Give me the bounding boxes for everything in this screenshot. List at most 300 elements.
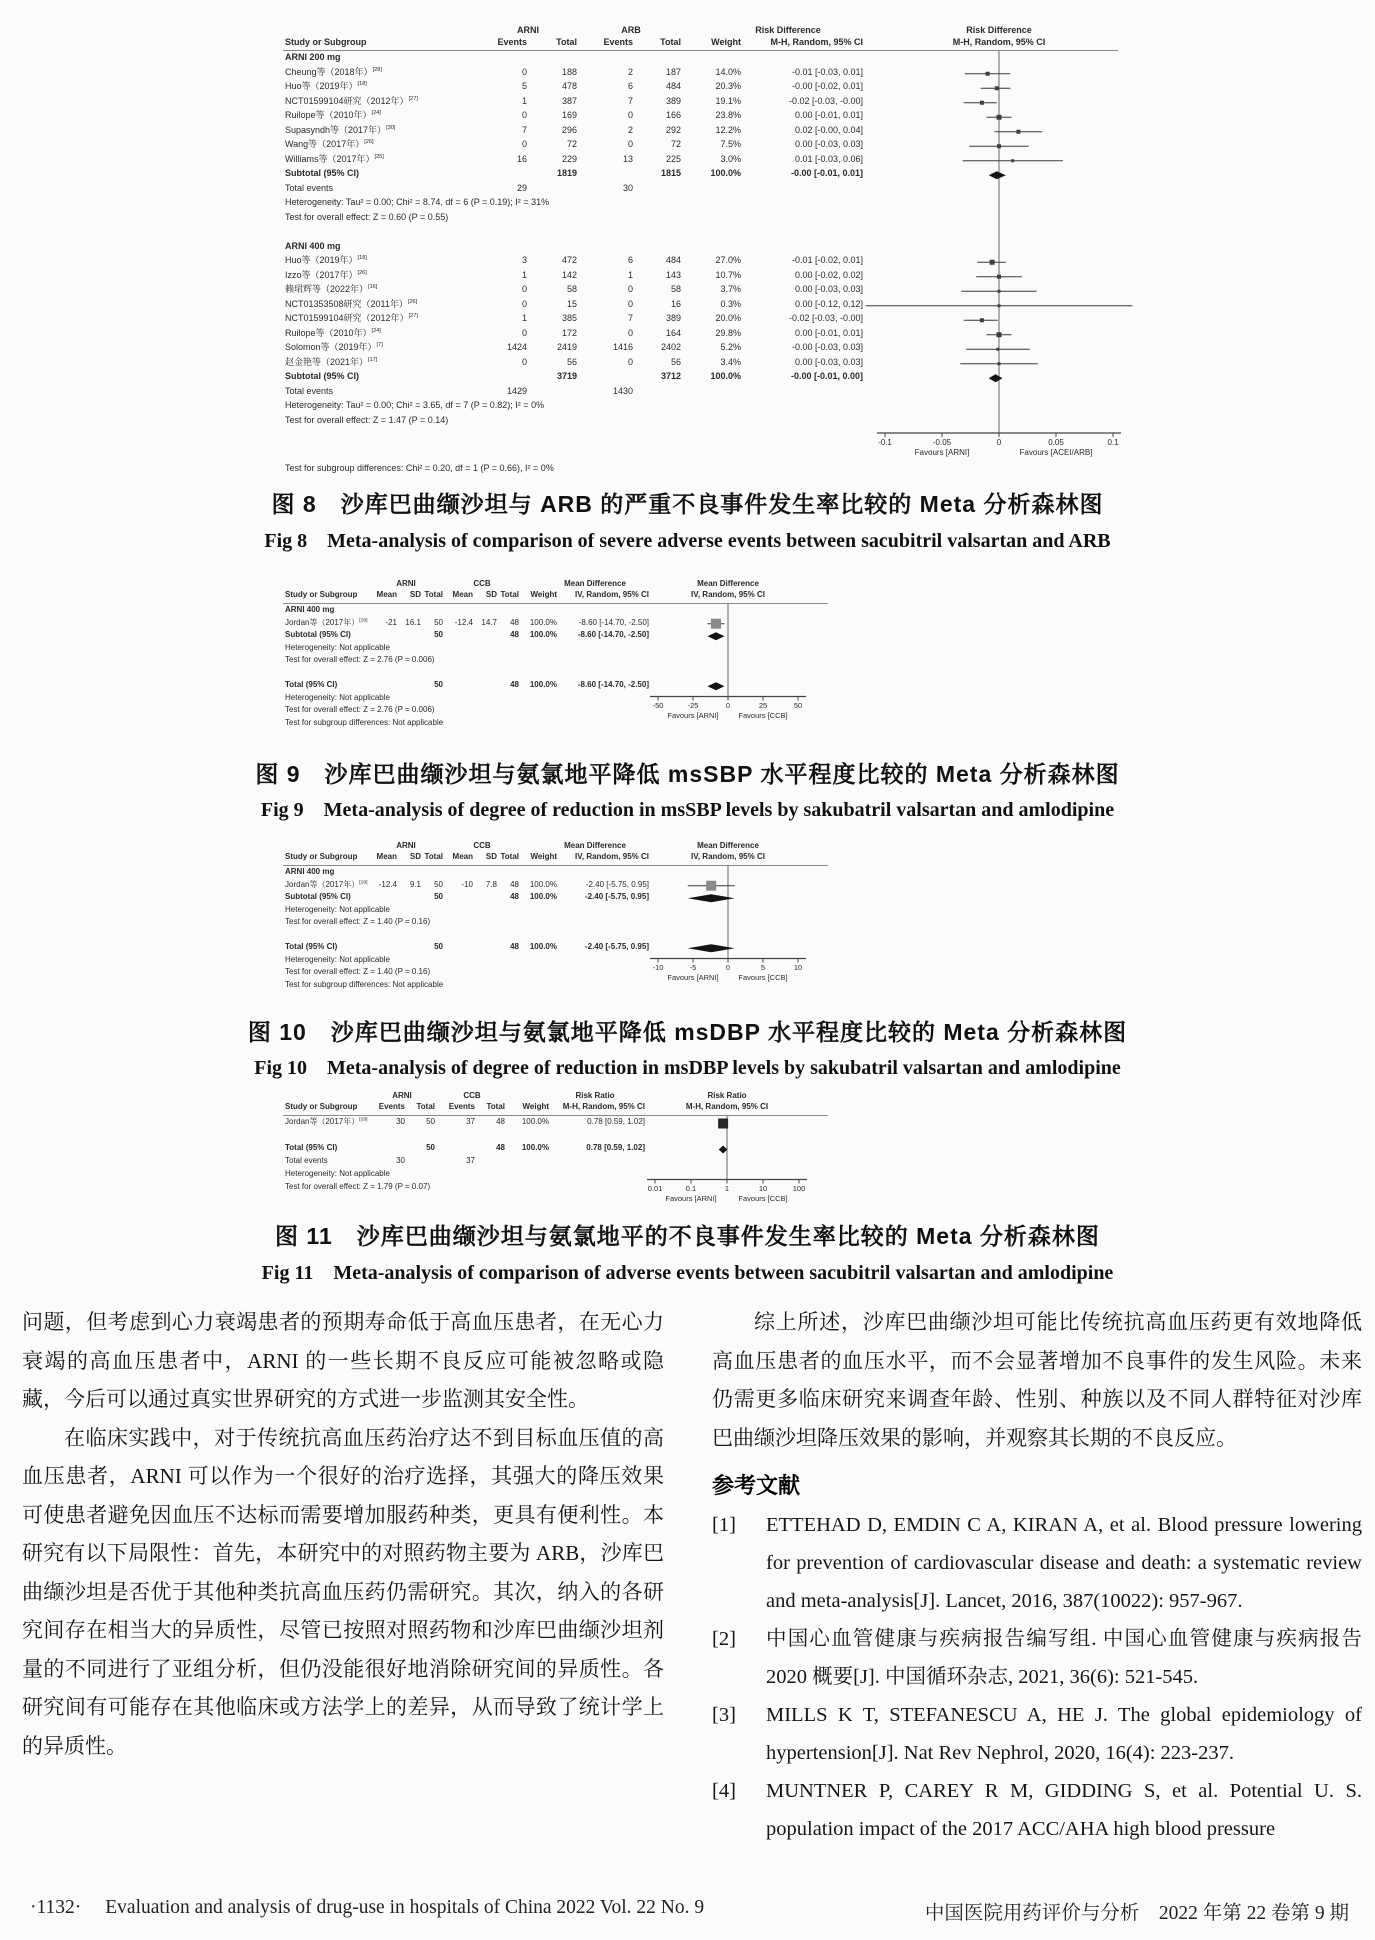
fp-col-header: M-H, Random, 95% CI xyxy=(562,1102,645,1111)
fp-col-header: Total xyxy=(416,1102,435,1111)
fp-row-label: Total events xyxy=(285,182,334,193)
fp-header-rule xyxy=(283,50,1118,51)
fp-ci-text: 0.00 [-0.01, 0.01] xyxy=(794,327,863,338)
fp-group-header: CCB xyxy=(463,1091,481,1100)
fp-cell: 12.2% xyxy=(715,124,741,135)
fp-cell: 50 xyxy=(426,1143,435,1152)
fp-cell: 2402 xyxy=(660,342,681,352)
fp-col-header: Mean xyxy=(452,590,473,599)
fp-col-header: Study or Subgroup xyxy=(285,37,367,47)
fp-row-label: ARNI 200 mg xyxy=(285,52,341,62)
fp-row-label: 赵金艳等（2021年）[17] xyxy=(285,356,378,367)
reference-number: [2] xyxy=(712,1628,736,1650)
fp-cell: 100.0% xyxy=(529,617,557,627)
fig10-forest-plot xyxy=(283,840,828,1012)
fp-group-header: Mean Difference xyxy=(697,841,759,850)
fp-cell: 0 xyxy=(521,284,527,294)
fp-row-label: Supasyndh等（2017年）[30] xyxy=(285,124,396,135)
fp-header-rule xyxy=(283,865,828,866)
fp-cell: 30 xyxy=(396,1156,405,1165)
fp-ci-text: -0.02 [-0.03, -0.00] xyxy=(788,313,863,323)
fp-cell: 16.1 xyxy=(405,617,421,627)
fp-row-label: ARNI 400 mg xyxy=(285,605,335,614)
fp-ci-text: 0.78 [0.59, 1.02] xyxy=(587,1117,645,1126)
fp-cell: 48 xyxy=(510,630,519,639)
fp-cell: 48 xyxy=(510,892,519,901)
fp-col-header: Total xyxy=(424,852,443,861)
fp-cell: 100.0% xyxy=(521,1143,549,1152)
fp-header-rule xyxy=(283,603,828,604)
fp-group-header: ARNI xyxy=(396,841,416,850)
fp-col-header: IV, Random, 95% CI xyxy=(691,852,765,861)
fp-cell: 1815 xyxy=(660,168,681,178)
fp-col-header: Study or Subgroup xyxy=(285,590,358,599)
fp-row-label: Heterogeneity: Not applicable xyxy=(285,904,390,914)
fp-cell: 389 xyxy=(665,95,681,106)
fp-cell: 58 xyxy=(670,284,681,294)
fp-ci-text: -2.40 [-5.75, 0.95] xyxy=(585,879,649,889)
fp-cell: 0 xyxy=(627,356,633,367)
paragraph-conclusion: 综上所述，沙库巴曲缬沙坦可能比传统抗高血压药更有效地降低高血压患者的血压水平，而不会显著增加不良事件的发生风险。未来仍需更多临床研究来调查年龄、性别、种族以及不同人群特征对沙库巴曲缬沙坦降压效果的影响，并观察其长期的不良反应。 xyxy=(712,1310,1362,1450)
fp-ci-text: -0.00 [-0.01, 0.00] xyxy=(790,371,863,381)
fp-axis-tick: 0.01 xyxy=(647,1183,663,1193)
fp-group-header: Mean Difference xyxy=(564,579,626,588)
fp-ci-text: -0.00 [-0.01, 0.01] xyxy=(790,168,863,178)
fp-ci-text: -8.60 [-14.70, -2.50] xyxy=(577,630,649,639)
fp-row-label: Solomon等（2019年）[7] xyxy=(285,342,383,352)
fp-col-header: Total xyxy=(424,590,443,599)
fig8-caption-zh: 图 8 沙库巴曲缬沙坦与 ARB 的严重不良事件发生率比较的 Meta 分析森林图 xyxy=(271,491,1104,517)
fp-cell: 5.2% xyxy=(720,342,741,352)
fp-cell: 0 xyxy=(627,139,633,149)
fp-cell: 27.0% xyxy=(715,255,741,265)
fp-col-header: Total xyxy=(556,37,577,47)
fp-axis-tick: 0 xyxy=(725,700,731,710)
fp-row-label: Huo等（2019年）[18] xyxy=(285,81,367,91)
fp-group-header: Risk Difference xyxy=(755,25,821,35)
fp-cell: 229 xyxy=(561,153,577,164)
fp-row-label: Total (95% CI) xyxy=(285,942,338,951)
fp-axis-tick: -25 xyxy=(687,700,699,710)
fp-row-label: Jordan等（2017年）[29] xyxy=(285,1117,368,1126)
fp-cell: 1416 xyxy=(612,342,633,352)
fp-cell: 387 xyxy=(561,95,577,106)
fp-row-label: 赖珺辉等（2022年）[16] xyxy=(285,284,378,294)
fp-cell: 1819 xyxy=(556,168,577,178)
fp-cell: 166 xyxy=(665,110,681,120)
fp-axis-tick: 0 xyxy=(996,438,1002,447)
reference-item xyxy=(712,1772,1362,1848)
fp-cell: 0 xyxy=(627,327,633,338)
fp-row-label: Subtotal (95% CI) xyxy=(285,630,351,639)
fp-cell: 72 xyxy=(566,139,577,149)
fp-row-label: Subtotal (95% CI) xyxy=(285,371,360,381)
fp-row-label: Total (95% CI) xyxy=(285,1143,338,1152)
reference-number: [4] xyxy=(712,1780,736,1802)
fp-cell: 7 xyxy=(627,313,633,323)
fp-row-label: ARNI 400 mg xyxy=(285,867,335,876)
fp-col-header: IV, Random, 95% CI xyxy=(575,852,649,861)
fp-ci-text: -0.02 [-0.03, -0.00] xyxy=(788,95,863,106)
fp-row-label: Wang等（2017年）[26] xyxy=(285,139,374,149)
fp-col-header: M-H, Random, 95% CI xyxy=(685,1102,769,1111)
fp-row-label: NCT01599104研究（2012年）[27] xyxy=(285,95,418,106)
fp-cell: 100.0% xyxy=(529,879,557,889)
fp-cell: 164 xyxy=(665,327,681,338)
paragraph-continuation: 问题，但考虑到心力衰竭患者的预期寿命低于高血压患者，在无心力衰竭的高血压患者中，ARNI 的一些长期不良反应可能被忽略或隐藏，今后可以通过真实世界研究的方式进一步监测其安全性。 xyxy=(22,1310,664,1411)
fp-row-label: Total events xyxy=(285,385,334,396)
fp-cell: 50 xyxy=(434,630,443,639)
fp-row-label: Total (95% CI) xyxy=(285,680,338,689)
fp-row-label: Test for overall effect: Z = 1.40 (P = 0.16) xyxy=(285,917,431,926)
fp-cell: 0 xyxy=(627,298,633,309)
fp-row-label: Test for subgroup differences: Not applicable xyxy=(285,717,444,727)
fp-axis-tick: 10 xyxy=(793,962,803,972)
fp-row-label: Test for overall effect: Z = 0.60 (P = 0.55) xyxy=(285,211,449,222)
fp-cell: 100.0% xyxy=(521,1117,549,1126)
fp-cell: 292 xyxy=(665,124,681,135)
fp-row-label: Ruilope等（2010年）[24] xyxy=(285,327,381,338)
fp-cell: 3 xyxy=(521,255,527,265)
fp-favours-left: Favours [ARNI] xyxy=(667,972,719,982)
fp-group-header: Risk Ratio xyxy=(575,1091,615,1100)
fp-cell: 48 xyxy=(510,617,519,627)
fp-cell: 0 xyxy=(521,298,527,309)
journal-title-zh: 中国医院用药评价与分析 2022 年第 22 卷第 9 期 xyxy=(924,1903,1349,1924)
fp-cell: 0 xyxy=(521,327,527,338)
fp-row-label: Cheung等（2018年）[28] xyxy=(285,66,382,77)
fp-axis-tick: -10 xyxy=(652,962,664,972)
fp-ci-text: 0.00 [-0.12, 0.12] xyxy=(794,298,863,309)
fp-cell: 6 xyxy=(627,81,633,91)
fp-ci-text: 0.00 [-0.02, 0.02] xyxy=(794,269,863,280)
fp-group-header: Mean Difference xyxy=(697,579,759,588)
fp-cell: 29 xyxy=(516,182,527,193)
fp-col-header: SD xyxy=(485,590,497,599)
fp-cell: 100.0% xyxy=(710,168,741,178)
fp-col-header: SD xyxy=(485,852,497,861)
fp-ci-text: -0.00 [-0.02, 0.01] xyxy=(791,81,863,91)
fig9-caption-zh: 图 9 沙库巴曲缬沙坦与氨氯地平降低 msSBP 水平程度比较的 Meta 分析森林图 xyxy=(255,761,1120,787)
fp-row-label: Jordan等（2017年）[29] xyxy=(285,617,368,627)
fp-cell: 1 xyxy=(521,95,527,106)
references-heading: 参考文献 xyxy=(712,1473,801,1498)
fp-cell: 0 xyxy=(521,139,527,149)
fp-row-label: ARNI 400 mg xyxy=(285,240,341,251)
reference-text: MILLS K T, STEFANESCU A, HE J. The global epidemiology of hypertension[J]. Nat Rev Nephrol, 2020, 16(4): 223-237. xyxy=(766,1704,1362,1764)
fp-cell: 13 xyxy=(622,153,633,164)
fp-cell: 37 xyxy=(466,1156,475,1165)
fp-cell: 143 xyxy=(665,269,681,280)
fp-favours-left: Favours [ARNI] xyxy=(914,448,970,457)
fp-cell: 1 xyxy=(521,269,527,280)
fp-row-label: Test for overall effect: Z = 1.79 (P = 0.07) xyxy=(285,1182,431,1191)
fp-cell: 58 xyxy=(566,284,577,294)
fp-cell: 20.3% xyxy=(715,81,741,91)
fp-cell: 0 xyxy=(521,110,527,120)
fp-axis-tick: 0 xyxy=(725,962,731,972)
fp-cell: 19.1% xyxy=(715,95,741,106)
fp-cell: 29.8% xyxy=(715,327,741,338)
fp-group-header: ARB xyxy=(621,25,641,35)
fp-ci-text: -0.01 [-0.02, 0.01] xyxy=(791,255,863,265)
fp-ci-text: -8.60 [-14.70, -2.50] xyxy=(578,617,649,627)
fp-cell: 56 xyxy=(566,356,577,367)
fp-cell: 2 xyxy=(627,66,633,77)
fp-cell: 6 xyxy=(627,255,633,265)
page-number: ·1132· xyxy=(30,1897,82,1918)
journal-title-en: Evaluation and analysis of drug-use in hospitals of China 2022 Vol. 22 No. 9 xyxy=(105,1897,705,1918)
fp-axis-tick: 0.05 xyxy=(1048,438,1064,447)
fp-axis-tick: 100 xyxy=(792,1183,806,1193)
fp-row-label: Subtotal (95% CI) xyxy=(285,892,351,901)
fp-ci-text: -2.40 [-5.75, 0.95] xyxy=(584,942,649,951)
fp-favours-left: Favours [ARNI] xyxy=(665,1193,717,1203)
fp-row-label: Huo等（2019年）[18] xyxy=(285,255,367,265)
fp-cell: 100.0% xyxy=(710,371,741,381)
fp-cell: 142 xyxy=(561,269,577,280)
fp-cell: 50 xyxy=(426,1117,435,1126)
fp-col-header: Mean xyxy=(376,590,397,599)
fp-cell: 7.8 xyxy=(485,879,497,889)
fp-cell: 10.7% xyxy=(715,269,741,280)
reference-text: MUNTNER P, CAREY R M, GIDDING S, et al. Potential U. S. population impact of the 2017 ACC/AHA high blood pressure xyxy=(766,1780,1362,1840)
reference-item xyxy=(712,1506,1362,1620)
fp-row-label: Ruilope等（2010年）[24] xyxy=(285,110,381,120)
fp-cell: 0 xyxy=(521,356,527,367)
fp-cell: 188 xyxy=(561,66,577,77)
fp-row-label: Heterogeneity: Not applicable xyxy=(285,1169,390,1178)
fp-row-label: Heterogeneity: Not applicable xyxy=(285,642,390,652)
fp-cell: 1430 xyxy=(612,385,633,396)
fp-cell: 30 xyxy=(396,1117,405,1126)
fp-axis-tick: 50 xyxy=(793,700,803,710)
fp-cell: 472 xyxy=(561,255,577,265)
fp-cell: 484 xyxy=(665,255,681,265)
fp-row-label: Total events xyxy=(285,1156,328,1165)
fp-axis-tick: 0.1 xyxy=(685,1183,697,1193)
fp-col-header: Mean xyxy=(452,852,473,861)
fp-favours-right: Favours [CCB] xyxy=(738,1193,788,1203)
fp-ci-text: -0.01 [-0.03, 0.01] xyxy=(791,66,863,77)
fp-ci-text: 0.02 [-0.00, 0.04] xyxy=(794,124,863,135)
fp-col-header: Total xyxy=(660,37,681,47)
fp-col-header: Weight xyxy=(522,1102,549,1111)
fig11-caption-en: Fig 11 Meta-analysis of comparison of adverse events between sacubitril valsartan and amlodipine xyxy=(261,1262,1114,1284)
fp-ci-text: 0.01 [-0.03, 0.06] xyxy=(794,153,863,164)
fp-row-label: Test for overall effect: Z = 1.40 (P = 0.16) xyxy=(285,967,431,976)
fp-cell: 50 xyxy=(434,942,443,951)
fp-group-header: ARNI xyxy=(392,1091,412,1100)
fp-row-label: NCT01353508研究（2011年）[26] xyxy=(285,298,418,309)
fp-cell: 30 xyxy=(622,182,633,193)
fp-ci-text: 0.00 [-0.03, 0.03] xyxy=(794,284,863,294)
fp-cell: 100.0% xyxy=(529,892,557,901)
fp-row-label: Test for overall effect: Z = 1.47 (P = 0.14) xyxy=(285,414,449,425)
fp-col-header: Total xyxy=(500,852,519,861)
fp-row-label: Heterogeneity: Tau² = 0.00; Chi² = 8.74, df = 6 (P = 0.19); I² = 31% xyxy=(285,197,550,207)
reference-text: 中国心血管健康与疾病报告编写组. 中国心血管健康与疾病报告 2020 概要[J]. 中国循环杂志, 2021, 36(6): 521-545. xyxy=(766,1628,1362,1688)
fig8-forest-plot xyxy=(283,24,1118,486)
fp-cell: 48 xyxy=(496,1117,505,1126)
paragraph-limitations: 在临床实践中，对于传统抗高血压药治疗达不到目标血压值的高血压患者，ARNI 可以作为一个很好的治疗选择，其强大的降压效果可使患者避免因血压不达标而需要增加服药种类，更具有便利性。本研究有以下局限性：首先，本研究中的对照药物主要为 ARB，沙库巴曲缬沙坦是否优于其他种类抗高血压药仍需研究。其次，纳入的各研究间存在相当大的异质性，尽管已按照对照药物和沙库巴曲缬沙坦剂量的不同进行了亚组分析，但仍没能很好地消除研究间的异质性。各研究间有可能存在其他临床或方法学上的差异，从而导致了统计学上的异质性。 xyxy=(22,1425,664,1758)
fp-cell: 50 xyxy=(434,680,443,689)
fp-cell: 37 xyxy=(466,1117,475,1126)
fp-axis-tick: 5 xyxy=(760,962,766,972)
fp-ci-text: 0.00 [-0.01, 0.01] xyxy=(794,110,863,120)
fp-group-header: CCB xyxy=(473,579,491,588)
fp-axis-tick: -50 xyxy=(652,700,664,710)
fp-cell: 484 xyxy=(665,81,681,91)
fp-cell: 2419 xyxy=(556,342,577,352)
fp-favours-right: Favours [ACEI/ARB] xyxy=(1019,448,1093,457)
fp-cell: 16 xyxy=(516,153,527,164)
fig11-forest-plot xyxy=(283,1090,828,1220)
fp-cell: 56 xyxy=(670,356,681,367)
fig9-caption-en: Fig 9 Meta-analysis of degree of reduction in msSBP levels by sakubatril valsartan and amlodipine xyxy=(260,799,1115,821)
fp-subgroup-footnote: Test for subgroup differences: Chi² = 0.20, df = 1 (P = 0.66), I² = 0% xyxy=(285,463,554,473)
fp-cell: 3.7% xyxy=(720,284,741,294)
fp-cell: 3719 xyxy=(556,371,577,381)
fp-col-header: Total xyxy=(486,1102,505,1111)
fig10-caption-en: Fig 10 Meta-analysis of degree of reduction in msDBP levels by sakubatril valsartan and amlodipine xyxy=(254,1057,1121,1079)
fp-ci-text: 0.00 [-0.03, 0.03] xyxy=(794,139,863,149)
fig10-caption-zh: 图 10 沙库巴曲缬沙坦与氨氯地平降低 msDBP 水平程度比较的 Meta 分析森林图 xyxy=(247,1019,1128,1045)
fp-row-label: Williams等（2017年）[25] xyxy=(285,153,384,164)
fp-cell: 7.5% xyxy=(720,139,741,149)
fp-ci-text: 0.78 [0.59, 1.02] xyxy=(586,1143,645,1152)
fp-row-label: Subtotal (95% CI) xyxy=(285,168,360,178)
fp-cell: 169 xyxy=(561,110,577,120)
fp-row-label: Jordan等（2017年）[29] xyxy=(285,879,368,889)
fp-axis-tick: -0.1 xyxy=(878,438,892,447)
fp-cell: 20.0% xyxy=(715,313,741,323)
fp-col-header: Events xyxy=(378,1102,405,1111)
fp-col-header: Mean xyxy=(376,852,397,861)
fp-group-header: Risk Difference xyxy=(966,25,1032,35)
fig9-forest-plot xyxy=(283,578,828,750)
fp-cell: 0 xyxy=(521,66,527,77)
fp-cell: 100.0% xyxy=(529,680,557,689)
fp-cell: 478 xyxy=(561,81,577,91)
fp-axis-tick: -0.05 xyxy=(932,438,952,447)
fp-cell: -12.4 xyxy=(454,617,473,627)
fp-row-label: Test for overall effect: Z = 2.76 (P = 0.006) xyxy=(285,705,435,714)
fp-col-header: Weight xyxy=(530,852,557,861)
page-footer xyxy=(30,1897,1349,1925)
fp-ci-text: -0.00 [-0.03, 0.03] xyxy=(791,342,863,352)
fp-cell: 100.0% xyxy=(529,942,557,951)
fp-cell: 48 xyxy=(510,680,519,689)
fp-col-header: Weight xyxy=(711,37,741,47)
fp-axis-tick: 0.1 xyxy=(1107,438,1119,447)
fp-ci-text: -8.60 [-14.70, -2.50] xyxy=(577,680,649,689)
fp-col-header: M-H, Random, 95% CI xyxy=(770,37,863,47)
fp-cell: 0.3% xyxy=(720,298,741,309)
fp-cell: 16 xyxy=(670,298,681,309)
fp-cell: 7 xyxy=(521,124,527,135)
reference-text: ETTEHAD D, EMDIN C A, KIRAN A, et al. Blood pressure lowering for prevention of cardiovascular disease and death: a systematic review and meta-analysis[J]. Lancet, 2016, 387(10022): 957-967. xyxy=(766,1514,1362,1612)
fp-cell: 3712 xyxy=(660,371,681,381)
fp-col-header: IV, Random, 95% CI xyxy=(575,590,649,599)
fp-row-label: Heterogeneity: Tau² = 0.00; Chi² = 3.65, df = 7 (P = 0.82); I² = 0% xyxy=(285,400,545,410)
fp-cell: 2 xyxy=(627,124,633,135)
fig11-caption-zh: 图 11 沙库巴曲缬沙坦与氨氯地平的不良事件发生率比较的 Meta 分析森林图 xyxy=(275,1223,1100,1249)
fp-cell: 9.1 xyxy=(409,879,421,889)
fp-group-header: ARNI xyxy=(517,25,539,35)
fp-cell: 0 xyxy=(627,110,633,120)
fp-cell: 1424 xyxy=(506,342,527,352)
fp-row-label: Test for overall effect: Z = 2.76 (P = 0.006) xyxy=(285,655,435,664)
fp-cell: 100.0% xyxy=(529,630,557,639)
fp-cell: -10 xyxy=(461,879,473,889)
fp-axis-tick: 1 xyxy=(724,1183,730,1193)
fp-favours-left: Favours [ARNI] xyxy=(667,710,719,720)
fp-group-header: ARNI xyxy=(396,579,416,588)
fp-cell: 1 xyxy=(521,313,527,323)
fp-group-header: Mean Difference xyxy=(564,841,626,850)
fp-cell: 50 xyxy=(434,879,443,889)
fp-axis-tick: 10 xyxy=(758,1183,768,1193)
fp-col-header: Total xyxy=(500,590,519,599)
fp-cell: 50 xyxy=(434,617,443,627)
fp-col-header: IV, Random, 95% CI xyxy=(691,590,765,599)
fp-axis-tick: 25 xyxy=(758,700,768,710)
fp-favours-right: Favours [CCB] xyxy=(738,710,788,720)
fig8-caption-en: Fig 8 Meta-analysis of comparison of severe adverse events between sacubitril valsartan and ARB xyxy=(264,530,1111,552)
fp-cell: 15 xyxy=(566,298,577,309)
fp-row-label: NCT01599104研究（2012年）[27] xyxy=(285,313,418,323)
fp-cell: 385 xyxy=(561,313,577,323)
body-right-column xyxy=(712,1303,1362,1848)
fp-cell: 48 xyxy=(496,1143,505,1152)
fp-cell: 23.8% xyxy=(715,110,741,120)
fp-col-header: Study or Subgroup xyxy=(285,852,358,861)
fp-group-header: CCB xyxy=(473,841,491,850)
fp-cell: 5 xyxy=(521,81,527,91)
fp-cell: -21 xyxy=(385,617,397,627)
fp-axis-tick: -5 xyxy=(689,962,697,972)
fp-row-label: Heterogeneity: Not applicable xyxy=(285,954,390,964)
fp-ci-text: 0.00 [-0.03, 0.03] xyxy=(794,356,863,367)
fp-cell: 3.0% xyxy=(720,153,741,164)
reference-item xyxy=(712,1620,1362,1696)
body-left-column xyxy=(22,1303,664,1765)
fp-row-label: Heterogeneity: Not applicable xyxy=(285,692,390,702)
fp-cell: 0 xyxy=(627,284,633,294)
fp-col-header: M-H, Random, 95% CI xyxy=(952,37,1046,47)
fp-col-header: SD xyxy=(409,852,421,861)
fp-cell: 72 xyxy=(670,139,681,149)
fp-cell: 14.0% xyxy=(715,66,741,77)
fp-cell: 48 xyxy=(510,879,519,889)
fp-group-header: Risk Ratio xyxy=(707,1091,747,1100)
fp-cell: 1 xyxy=(627,269,633,280)
fp-row-label: Izzo等（2017年）[26] xyxy=(285,269,367,280)
fp-row-label: Test for subgroup differences: Not applicable xyxy=(285,979,444,989)
fp-header-rule xyxy=(283,1115,828,1116)
fp-col-header: Events xyxy=(448,1102,475,1111)
fp-cell: 14.7 xyxy=(481,617,497,627)
reference-number: [3] xyxy=(712,1704,736,1726)
fp-cell: -12.4 xyxy=(378,879,397,889)
fp-col-header: SD xyxy=(409,590,421,599)
fp-cell: 48 xyxy=(510,942,519,951)
reference-item xyxy=(712,1696,1362,1772)
fp-col-header: Events xyxy=(497,37,527,47)
fp-cell: 187 xyxy=(665,66,681,77)
fp-cell: 50 xyxy=(434,892,443,901)
